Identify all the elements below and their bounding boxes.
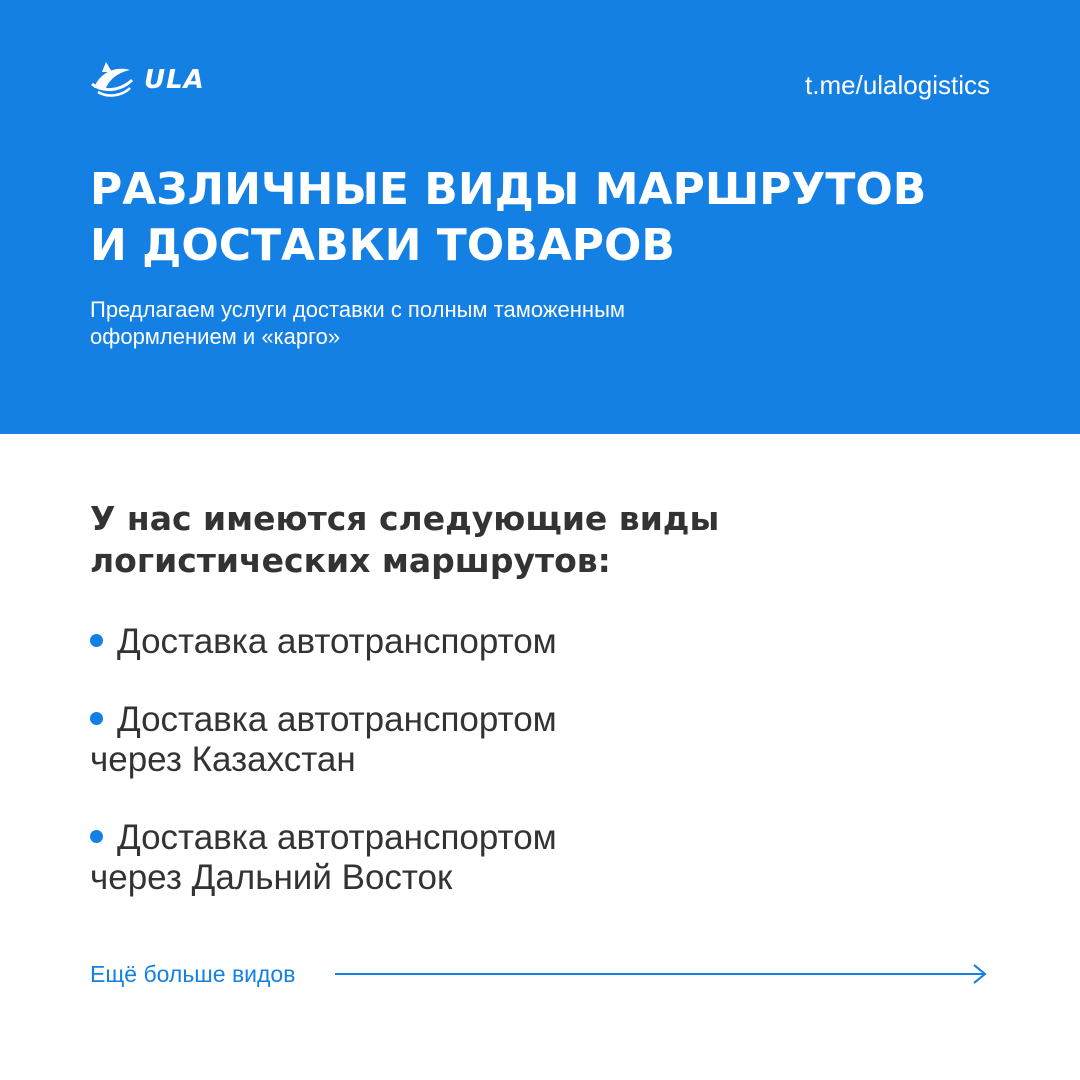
subtitle-line: оформлением и «карго» xyxy=(90,324,341,349)
route-line xyxy=(90,700,1010,740)
brand-logo[interactable] xyxy=(90,58,205,102)
route-text: Доставка автотранспортом xyxy=(117,700,557,739)
lead-line: У нас имеются следующие виды xyxy=(90,499,720,538)
route-item xyxy=(90,622,1010,662)
logo-text: ULA xyxy=(144,65,205,95)
bullet-dot-icon xyxy=(90,634,103,647)
route-text: Доставка автотранспортом xyxy=(117,818,557,857)
route-text: через Дальний Восток xyxy=(90,858,453,897)
route-list xyxy=(90,622,1010,898)
more-routes-link[interactable] xyxy=(90,956,992,992)
arrow-right-icon[interactable] xyxy=(335,962,992,986)
title-line: И ДОСТАВКИ ТОВАРОВ xyxy=(90,220,675,271)
route-text: через Казахстан xyxy=(90,740,356,779)
route-line xyxy=(90,622,1010,662)
header-banner xyxy=(0,0,1080,434)
page-subtitle xyxy=(90,296,850,350)
title-line: РАЗЛИЧНЫЕ ВИДЫ МАРШРУТОВ xyxy=(90,164,927,215)
lead-line: логистических маршрутов: xyxy=(90,541,611,580)
bullet-dot-icon xyxy=(90,830,103,843)
telegram-link[interactable]: t.me/ulalogistics xyxy=(805,70,990,100)
ula-logo-icon xyxy=(90,58,134,102)
bullet-dot-icon xyxy=(90,712,103,725)
page-title xyxy=(90,162,990,274)
route-text: Доставка автотранспортом xyxy=(117,622,557,661)
lead-heading xyxy=(90,498,1010,582)
subtitle-line: Предлагаем услуги доставки с полным таможенным xyxy=(90,297,626,322)
route-line xyxy=(90,818,1010,858)
more-routes-label[interactable]: Ещё больше видов xyxy=(90,960,296,987)
main-content xyxy=(90,498,1010,936)
route-item xyxy=(90,818,1010,898)
route-item xyxy=(90,700,1010,780)
